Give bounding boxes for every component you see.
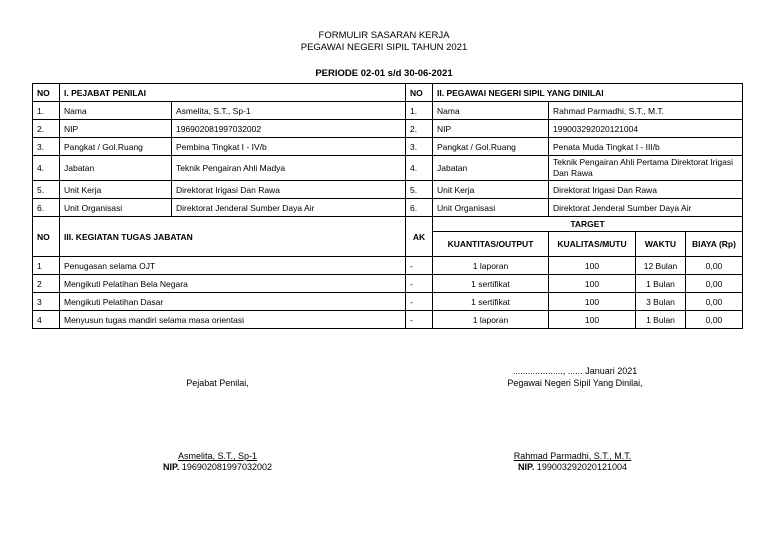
penilai-value: 196902081997032002 <box>172 120 406 138</box>
dinilai-no: 6. <box>406 199 433 217</box>
dinilai-role-label: Pegawai Negeri Sipil Yang Dinilai, <box>507 378 643 388</box>
penilai-role-label: Pejabat Penilai, <box>186 378 249 388</box>
dinilai-value: Penata Muda Tingkat I - III/b <box>549 138 743 156</box>
dinilai-value: 199003292020121004 <box>549 120 743 138</box>
penilai-no: 2. <box>33 120 60 138</box>
no-header: NO <box>33 84 60 102</box>
dinilai-nip-line <box>490 462 655 473</box>
kegiatan-activity: Menyusun tugas mandiri selama masa orientasi <box>60 311 406 329</box>
penilai-label: NIP <box>60 120 172 138</box>
no-header: NO <box>33 217 60 257</box>
penilai-signature-block <box>140 451 295 473</box>
kegiatan-activity: Penugasan selama OJT <box>60 257 406 275</box>
kegiatan-row <box>33 257 743 275</box>
kegiatan-header-row <box>33 217 743 232</box>
penilai-no: 4. <box>33 156 60 181</box>
dinilai-section-title: II. PEGAWAI NEGERI SIPIL YANG DINILAI <box>433 84 743 102</box>
kegiatan-activity: Mengikuti Pelatihan Dasar <box>60 293 406 311</box>
kegiatan-waktu: 12 Bulan <box>636 257 686 275</box>
dinilai-no: 1. <box>406 102 433 120</box>
penilai-value: Direktorat Jenderal Sumber Daya Air <box>172 199 406 217</box>
no-header: NO <box>406 84 433 102</box>
kegiatan-ak: - <box>406 257 433 275</box>
penilai-no: 5. <box>33 181 60 199</box>
biaya-header: BIAYA (Rp) <box>686 232 743 257</box>
identity-row <box>33 199 743 217</box>
dinilai-no: 5. <box>406 181 433 199</box>
period-label: PERIODE 02-01 s/d 30-06-2021 <box>315 68 453 79</box>
form-subtitle: PEGAWAI NEGERI SIPIL TAHUN 2021 <box>300 42 468 53</box>
kegiatan-row <box>33 293 743 311</box>
kegiatan-ak: - <box>406 293 433 311</box>
kegiatan-waktu: 3 Bulan <box>636 293 686 311</box>
penilai-label: Unit Kerja <box>60 181 172 199</box>
penilai-label: Unit Organisasi <box>60 199 172 217</box>
dinilai-no: 4. <box>406 156 433 181</box>
dinilai-no: 2. <box>406 120 433 138</box>
penilai-value: Direktorat Irigasi Dan Rawa <box>172 181 406 199</box>
signature-date: ...................., ...... Januari 2021 <box>512 366 638 376</box>
penilai-signature-name: Asmelita, S.T., Sp-1 <box>177 451 258 461</box>
kegiatan-no: 3 <box>33 293 60 311</box>
dinilai-value: Rahmad Parmadhi, S.T., M.T. <box>549 102 743 120</box>
penilai-value: Asmelita, S.T., Sp-1 <box>172 102 406 120</box>
kegiatan-output: 1 laporan <box>433 311 549 329</box>
kegiatan-output: 1 sertifikat <box>433 275 549 293</box>
dinilai-signature-name: Rahmad Parmadhi, S.T., M.T. <box>513 451 632 461</box>
penilai-nip-line <box>140 462 295 473</box>
identity-row <box>33 156 743 181</box>
dinilai-signature-block <box>490 451 655 473</box>
kegiatan-row <box>33 311 743 329</box>
sasaran-kerja-table <box>32 83 743 329</box>
penilai-no: 6. <box>33 199 60 217</box>
dinilai-nip-value: 199003292020121004 <box>536 462 627 472</box>
identity-header-row <box>33 84 743 102</box>
kegiatan-no: 4 <box>33 311 60 329</box>
penilai-label: Nama <box>60 102 172 120</box>
ak-header: AK <box>406 217 433 257</box>
kegiatan-section-title: III. KEGIATAN TUGAS JABATAN <box>60 217 406 257</box>
penilai-value: Pembina Tingkat I - IV/b <box>172 138 406 156</box>
kegiatan-no: 2 <box>33 275 60 293</box>
form-title: FORMULIR SASARAN KERJA <box>318 30 450 41</box>
identity-row <box>33 138 743 156</box>
penilai-label: Pangkat / Gol.Ruang <box>60 138 172 156</box>
target-header: TARGET <box>433 217 743 232</box>
dinilai-no: 3. <box>406 138 433 156</box>
dinilai-value: Direktorat Irigasi Dan Rawa <box>549 181 743 199</box>
nip-label: NIP. <box>518 462 535 472</box>
dinilai-value: Direktorat Jenderal Sumber Daya Air <box>549 199 743 217</box>
dinilai-label: Unit Organisasi <box>433 199 549 217</box>
kegiatan-ak: - <box>406 311 433 329</box>
dinilai-label: Nama <box>433 102 549 120</box>
dinilai-value: Teknik Pengairan Ahli Pertama Direktorat Irigasi Dan Rawa <box>549 156 743 181</box>
kegiatan-mutu: 100 <box>549 257 636 275</box>
kegiatan-output: 1 laporan <box>433 257 549 275</box>
dinilai-label: Jabatan <box>433 156 549 181</box>
penilai-section-title: I. PEJABAT PENILAI <box>60 84 406 102</box>
kegiatan-activity: Mengikuti Pelatihan Bela Negara <box>60 275 406 293</box>
penilai-label: Jabatan <box>60 156 172 181</box>
nip-label: NIP. <box>163 462 180 472</box>
kegiatan-row <box>33 275 743 293</box>
penilai-nip-value: 196902081997032002 <box>181 462 272 472</box>
kegiatan-biaya: 0,00 <box>686 293 743 311</box>
kegiatan-biaya: 0,00 <box>686 275 743 293</box>
kegiatan-output: 1 sertifikat <box>433 293 549 311</box>
kegiatan-no: 1 <box>33 257 60 275</box>
penilai-value: Teknik Pengairan Ahli Madya <box>172 156 406 181</box>
kegiatan-biaya: 0,00 <box>686 311 743 329</box>
kuantitas-header: KUANTITAS/OUTPUT <box>433 232 549 257</box>
kegiatan-mutu: 100 <box>549 293 636 311</box>
dinilai-label: Unit Kerja <box>433 181 549 199</box>
kegiatan-waktu: 1 Bulan <box>636 275 686 293</box>
penilai-no: 1. <box>33 102 60 120</box>
kegiatan-mutu: 100 <box>549 311 636 329</box>
kualitas-header: KUALITAS/MUTU <box>549 232 636 257</box>
identity-row <box>33 102 743 120</box>
dinilai-label: NIP <box>433 120 549 138</box>
dinilai-label: Pangkat / Gol.Ruang <box>433 138 549 156</box>
kegiatan-ak: - <box>406 275 433 293</box>
kegiatan-waktu: 1 Bulan <box>636 311 686 329</box>
kegiatan-mutu: 100 <box>549 275 636 293</box>
kegiatan-biaya: 0,00 <box>686 257 743 275</box>
waktu-header: WAKTU <box>636 232 686 257</box>
identity-row <box>33 181 743 199</box>
penilai-no: 3. <box>33 138 60 156</box>
identity-row <box>33 120 743 138</box>
